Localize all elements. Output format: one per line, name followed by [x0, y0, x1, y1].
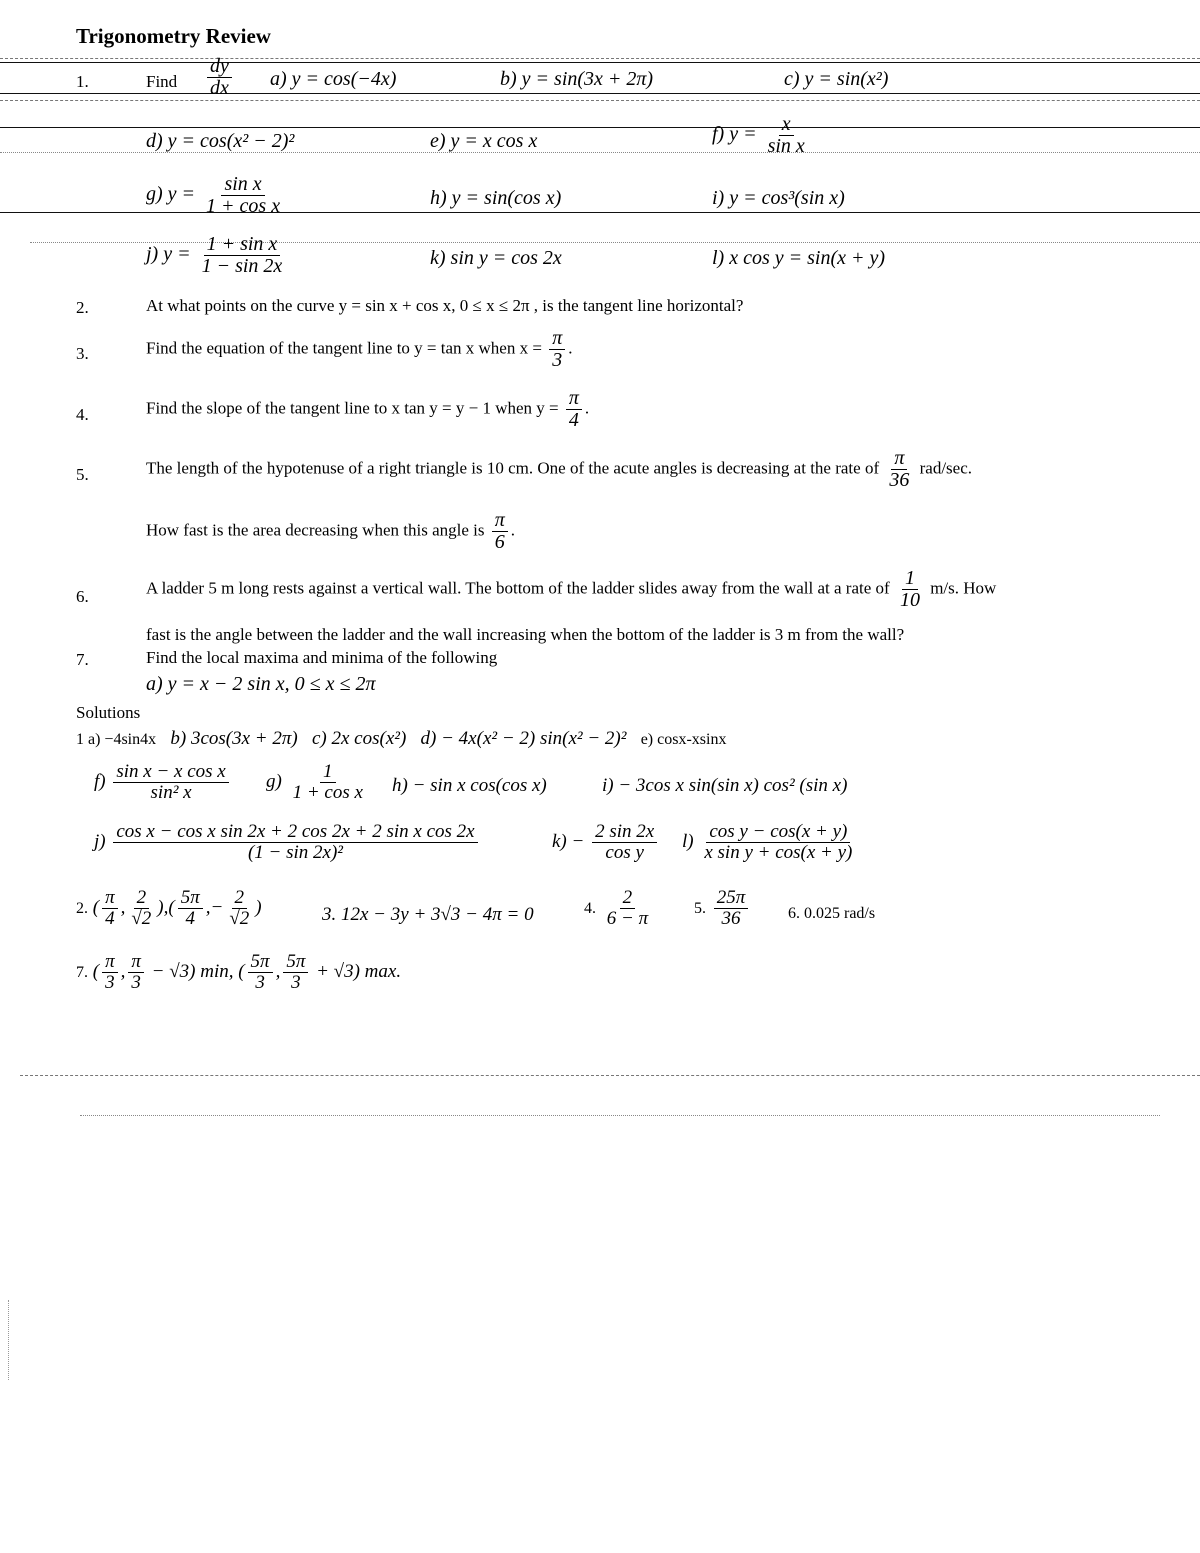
sol-4: [584, 888, 654, 929]
q5-line2: [146, 510, 515, 553]
q6-text2: fast is the angle between the ladder and the wall increasing when the bottom of the ladder is 3 m from the wall?: [146, 625, 905, 644]
q1-f-num: x: [779, 114, 794, 136]
sol-f: [94, 762, 232, 803]
q5-rate-unit: rad/sec.: [919, 458, 972, 478]
q1-deriv-den: dx: [210, 77, 229, 99]
sol-6: 6. 0.025 rad/s: [788, 905, 876, 922]
sol-7-max-tail: + √3) max.: [316, 960, 402, 982]
sol-j-num: cos x − cos x sin 2x + 2 cos 2x + 2 sin x cos 2x: [113, 822, 477, 843]
sol-2-p1d: 4: [105, 907, 115, 929]
sol-5: [694, 888, 751, 929]
sol-7-d-den: 3: [291, 971, 301, 993]
q1-f: [712, 114, 811, 157]
q1-j-label: j) y =: [146, 243, 191, 266]
q1-b: b) y = sin(3x + 2π): [500, 68, 654, 90]
scan-margin-mark: [8, 1300, 9, 1380]
q1-d: d) y = cos(x² − 2)²: [146, 130, 295, 152]
sol-j: [94, 822, 481, 863]
rule-line: [0, 62, 1200, 63]
q3-text: Find the equation of the tangent line to y = tan x when x =: [146, 338, 542, 358]
q6-number: 6.: [76, 587, 89, 606]
q1-find: Find: [146, 72, 178, 91]
q6-text1: A ladder 5 m long rests against a vertical wall. The bottom of the ladder slides away from the wall at a rate of: [146, 578, 890, 598]
q4-line: [146, 388, 589, 431]
sol-2-p3n: 5π: [178, 888, 203, 909]
q4-end: .: [584, 398, 590, 418]
sol-row1: [76, 728, 726, 750]
sol-1e: e) cosx-xsinx: [640, 731, 727, 748]
sol-2-neg: −: [210, 896, 224, 918]
sol-7-b-den: 3: [131, 971, 141, 993]
q6-line1: [146, 568, 996, 611]
q5-rate-den: 36: [889, 469, 910, 491]
q1-c: c) y = sin(x²): [784, 68, 889, 90]
sol-7-c-num: 5π: [248, 952, 273, 973]
q5-end: .: [510, 520, 516, 540]
rule-line: [20, 1075, 1200, 1076]
sol-l: [682, 822, 858, 863]
sol-f-label: f): [94, 770, 106, 792]
sol-5-den: 36: [721, 907, 741, 929]
sol-1a: 1 a) −4sin4x: [76, 731, 157, 748]
sol-4-den: 6 − π: [606, 907, 649, 929]
sol-l-num: cos y − cos(x + y): [706, 822, 850, 843]
q1-j: [146, 234, 288, 277]
rule-line: [0, 58, 1200, 59]
sol-5-num: 25π: [714, 888, 749, 909]
q3-den: 3: [552, 349, 563, 371]
sol-2-p2d: √2: [131, 907, 152, 929]
q7-number: 7.: [76, 650, 89, 669]
rule-line: [0, 93, 1200, 94]
sol-2-label: 2.: [76, 899, 88, 917]
sol-2-p1n: π: [102, 888, 118, 909]
q1-j-num: 1 + sin x: [204, 234, 281, 256]
q1-h: h) y = sin(cos x): [430, 187, 562, 209]
sol-1b: b) 3cos(3x + 2π): [170, 728, 298, 749]
q1-i: i) y = cos³(sin x): [712, 187, 845, 209]
q5-rate-num: π: [891, 448, 907, 470]
rule-line: [0, 100, 1200, 101]
q1-g-den: 1 + cos x: [206, 195, 281, 217]
sol-j-label: j): [94, 830, 106, 852]
page-title: Trigonometry Review: [76, 24, 271, 48]
sol-k-label: k) −: [552, 830, 585, 852]
q3-line: [146, 328, 572, 371]
sol-k: [552, 822, 660, 863]
sol-g-num: 1: [320, 762, 336, 783]
solutions-heading: Solutions: [76, 703, 141, 722]
sol-5-label: 5.: [694, 899, 706, 917]
q4-num: π: [566, 388, 582, 410]
q1-deriv: [204, 56, 235, 99]
q1-g: [146, 174, 286, 217]
q4-den: 4: [568, 409, 579, 431]
sol-7-d-num: 5π: [283, 952, 308, 973]
sol-2-p4d: √2: [229, 907, 250, 929]
q3-number: 3.: [76, 344, 89, 363]
sol-7-b-num: π: [128, 952, 144, 973]
sol-4-label: 4.: [584, 899, 596, 917]
sol-7-min-tail: − √3) min,: [151, 960, 234, 982]
q2-text: At what points on the curve y = sin x + cos x, 0 ≤ x ≤ 2π , is the tangent line horizontal?: [146, 296, 744, 315]
sol-2-p2n: 2: [134, 888, 150, 909]
q3-num: π: [549, 328, 565, 350]
q6-rate-unit: m/s. How: [930, 578, 997, 598]
q1-f-label: f) y =: [712, 123, 757, 146]
q1-g-num: sin x: [221, 174, 264, 196]
rule-line: [80, 1115, 1160, 1116]
q2-number: 2.: [76, 298, 89, 317]
q1-number: 1.: [76, 72, 89, 91]
sol-i: i) − 3cos x sin(sin x) cos² (sin x): [602, 775, 848, 796]
q1-deriv-num: dy: [207, 56, 232, 78]
q1-e: e) y = x cos x: [430, 130, 538, 152]
q1-a: a) y = cos(−4x): [270, 68, 397, 90]
q5-text1: The length of the hypotenuse of a right triangle is 10 cm. One of the acute angles is decreasing at the rate of: [146, 458, 880, 478]
q6-rate-den: 10: [899, 589, 920, 611]
rule-line: [0, 127, 1200, 128]
sol-4-num: 2: [620, 888, 636, 909]
q5-ang-num: π: [492, 510, 508, 532]
q1-k: k) sin y = cos 2x: [430, 247, 562, 269]
sol-7: 7. ( $\frac{\pi}{3}$ , $\frac{\pi}{3}$ − √3) min, ( $\frac{5\pi}{3}$ , $\frac{5\pi}{3}$ + √3) max.: [76, 951, 402, 993]
sol-f-num: sin x − x cos x: [113, 762, 228, 783]
q4-number: 4.: [76, 405, 89, 424]
sol-g-den: 1 + cos x: [292, 781, 363, 803]
sol-2-p3d: 4: [185, 907, 195, 929]
q4-text: Find the slope of the tangent line to x tan y = y − 1 when y =: [146, 398, 559, 418]
sol-l-den: x sin y + cos(x + y): [704, 841, 853, 863]
q5-line1: [146, 448, 972, 491]
q7-a: a) y = x − 2 sin x, 0 ≤ x ≤ 2π: [146, 673, 376, 695]
sol-3: 3. 12x − 3y + 3√3 − 4π = 0: [322, 904, 534, 925]
sol-h: h) − sin x cos(cos x): [392, 775, 547, 796]
q7-text: Find the local maxima and minima of the following: [146, 648, 498, 667]
sol-g: [266, 762, 369, 803]
sol-7-c-den: 3: [255, 971, 265, 993]
sol-k-den: cos y: [605, 841, 644, 863]
sol-7-a-num: π: [102, 952, 118, 973]
sol-j-den: (1 − sin 2x)²: [247, 841, 343, 863]
sol-1d: d) − 4x(x² − 2) sin(x² − 2)²: [420, 728, 627, 749]
sol-1c: c) 2x cos(x²): [311, 728, 407, 749]
sol-l-label: l): [682, 830, 694, 852]
sol-f-den: sin² x: [150, 781, 192, 803]
q1-g-label: g) y =: [146, 183, 196, 206]
q1-j-den: 1 − sin 2x: [201, 255, 283, 277]
q6-rate-num: 1: [902, 568, 918, 590]
sol-k-num: 2 sin 2x: [592, 822, 657, 843]
sol-2: 2. ( $\frac{\pi}{4}$ , $\frac{2}{√2}$ ),( $\frac{5\pi}{4}$ ,− $\frac{2}{√2}$ ): [76, 887, 262, 929]
sol-g-label: g): [266, 770, 282, 792]
sol-7-label: 7.: [76, 963, 88, 981]
q1-l: l) x cos y = sin(x + y): [712, 247, 886, 269]
q5-ang-den: 6: [494, 531, 505, 553]
q5-text2: How fast is the area decreasing when this angle is: [146, 520, 485, 540]
sol-7-a-den: 3: [105, 971, 115, 993]
sol-2-p4n: 2: [232, 888, 248, 909]
q5-number: 5.: [76, 465, 89, 484]
q3-end: .: [568, 338, 573, 358]
q1-f-den: sin x: [767, 135, 805, 157]
